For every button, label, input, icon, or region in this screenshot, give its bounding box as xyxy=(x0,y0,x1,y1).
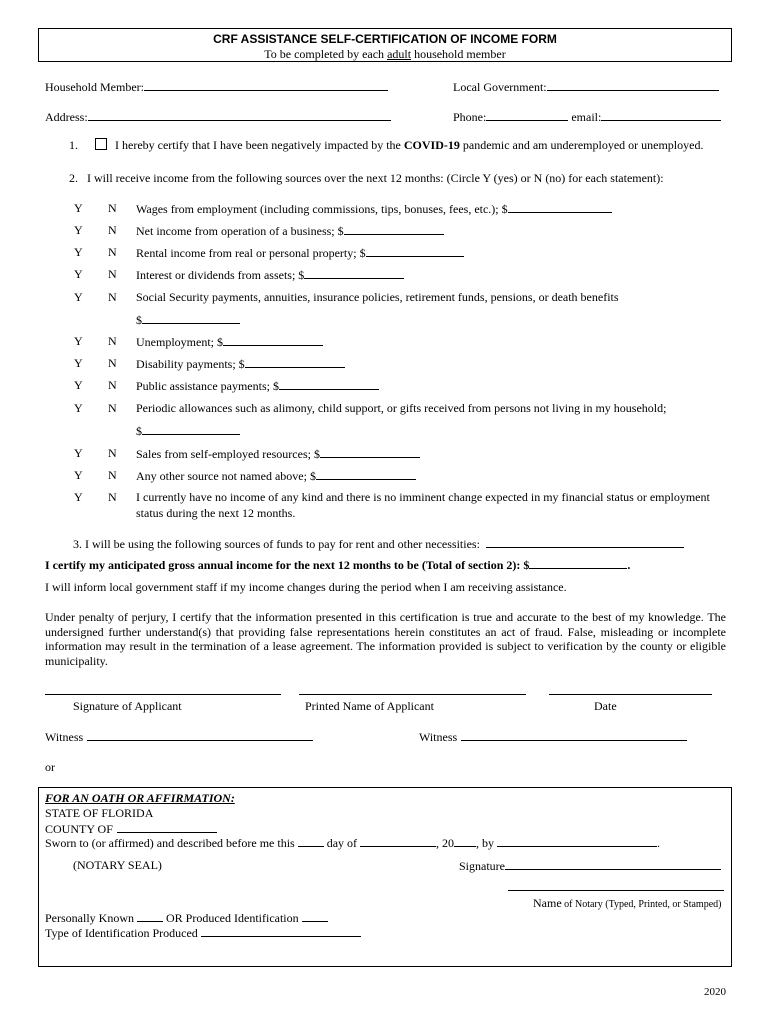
yes-option[interactable]: Y xyxy=(74,490,83,504)
yes-option[interactable]: Y xyxy=(74,334,83,348)
funds-sources-line[interactable] xyxy=(486,536,684,548)
no-option[interactable]: N xyxy=(108,245,117,259)
yes-option[interactable]: Y xyxy=(74,356,83,370)
sworn-by: , by xyxy=(476,836,495,850)
income-item-label: Periodic allowances such as alimony, child support, or gifts received from persons not living in my household; xyxy=(136,401,667,415)
section-2-text: I will receive income from the following sources over the next 12 months: (Circle Y (yes) or N (no) for each statement): xyxy=(87,171,664,185)
no-income-continued: status during the next 12 months. xyxy=(136,506,296,520)
type-of-id-line[interactable] xyxy=(201,925,361,937)
yes-option[interactable]: Y xyxy=(74,223,83,237)
date-line[interactable] xyxy=(549,694,712,695)
household-member-label: Household Member: xyxy=(45,80,144,94)
witness-line[interactable] xyxy=(461,729,687,741)
no-option[interactable]: N xyxy=(108,468,117,482)
no-option[interactable]: N xyxy=(108,490,117,504)
state-label: STATE OF FLORIDA xyxy=(45,806,154,820)
witness-label: Witness xyxy=(45,730,84,744)
income-amount-line[interactable] xyxy=(142,312,240,324)
notary-name-small: of Notary (Typed, Printed, or Stamped) xyxy=(561,899,722,910)
type-of-id-label: Type of Identification Produced xyxy=(45,926,198,940)
periodic-amount[interactable] xyxy=(136,423,240,439)
certify-income[interactable] xyxy=(45,557,630,573)
witness-label: Witness xyxy=(419,730,458,744)
income-item-label: Wages from employment (including commissions, tips, bonuses, fees, etc.); $ xyxy=(136,202,508,216)
sworn-by-line[interactable] xyxy=(497,835,657,847)
dollar-sign: $ xyxy=(136,313,142,327)
social-security-amount[interactable] xyxy=(136,312,240,328)
sworn-day-line[interactable] xyxy=(298,835,324,847)
personally-known-line[interactable] xyxy=(137,910,163,922)
sworn-end: . xyxy=(657,836,661,850)
type-of-id-field[interactable] xyxy=(45,925,361,941)
income-amount-line[interactable] xyxy=(366,245,464,257)
address-label: Address: xyxy=(45,110,88,124)
notary-name-line[interactable] xyxy=(508,890,724,891)
section-3-text: 3. I will be using the following sources of funds to pay for rent and other necessities: xyxy=(73,537,480,551)
income-item-label: Disability payments; $ xyxy=(136,357,245,371)
no-option[interactable]: N xyxy=(108,201,117,215)
sworn-year: , 20 xyxy=(436,836,455,850)
phone-label: Phone: xyxy=(453,110,487,124)
section-1 xyxy=(69,138,703,153)
signature-line[interactable] xyxy=(45,694,281,695)
no-option[interactable]: N xyxy=(108,267,117,281)
or-text: or xyxy=(45,760,55,774)
sworn-day-of: day of xyxy=(326,836,358,850)
footer-year: 2020 xyxy=(704,986,726,998)
signature-of-applicant-label: Signature of Applicant xyxy=(73,699,182,713)
section-2-heading xyxy=(69,171,664,186)
income-amount-line[interactable] xyxy=(279,378,379,390)
form-subtitle xyxy=(39,47,731,62)
yes-option[interactable]: Y xyxy=(74,378,83,392)
subtitle-pre: To be completed by each xyxy=(264,47,388,61)
household-member-field[interactable] xyxy=(45,79,388,95)
income-item-label: I currently have no income of any kind and there is no imminent change expected in my financial status or employment xyxy=(136,490,710,504)
section-3[interactable] xyxy=(73,536,684,552)
witness-1[interactable] xyxy=(45,729,313,745)
certify-period: . xyxy=(627,558,631,572)
yes-option[interactable]: Y xyxy=(74,468,83,482)
date-label: Date xyxy=(594,699,617,713)
income-item-label: Social Security payments, annuities, insurance policies, retirement funds, pensions, or death benefits xyxy=(136,290,619,304)
form-title-box xyxy=(38,28,732,62)
notary-signature-line[interactable] xyxy=(505,858,721,870)
subtitle-underlined: adult xyxy=(387,47,412,61)
household-member-line[interactable] xyxy=(144,79,388,91)
income-item-label: Interest or dividends from assets; $ xyxy=(136,268,305,282)
notary-name-label xyxy=(533,896,721,911)
yes-option[interactable]: Y xyxy=(74,201,83,215)
yes-option[interactable]: Y xyxy=(74,245,83,259)
section-1-number: 1. xyxy=(69,138,78,152)
address-field[interactable] xyxy=(45,109,391,125)
address-line[interactable] xyxy=(88,109,391,121)
phone-email-field[interactable] xyxy=(453,109,721,125)
notary-signature-label: Signature xyxy=(459,859,505,873)
local-government-line[interactable] xyxy=(547,79,719,91)
subtitle-post: household member xyxy=(411,47,506,61)
sworn-statement[interactable] xyxy=(45,835,660,851)
inform-statement: I will inform local government staff if my income changes during the period when I am receiving assistance. xyxy=(45,580,567,594)
form-title: CRF ASSISTANCE SELF-CERTIFICATION OF INCOME FORM xyxy=(213,32,557,46)
yes-option[interactable]: Y xyxy=(74,446,83,460)
email-label: email: xyxy=(571,110,602,124)
income-item-label: Any other source not named above; $ xyxy=(136,469,316,483)
oath-heading: FOR AN OATH OR AFFIRMATION: xyxy=(45,791,235,805)
section-1-text-pre: I hereby certify that I have been negatively impacted by the xyxy=(115,138,404,152)
income-item-label: Unemployment; $ xyxy=(136,335,223,349)
no-option[interactable]: N xyxy=(108,356,117,370)
section-1-text-bold: COVID-19 xyxy=(403,138,460,152)
perjury-statement: Under penalty of perjury, I certify that the information presented in this certification is true and accurate to the best of my knowledge. The undersigned further understand(s) that providing false representations herein constitutes an act of fraud. False, misleading or incomplete information may result in the termination of a lease agreement. The information provided is subject to verification by the county or eligible municipality. xyxy=(45,610,726,668)
notary-seal-label: (NOTARY SEAL) xyxy=(73,858,162,872)
email-line[interactable] xyxy=(601,109,721,121)
dollar-sign: $ xyxy=(136,424,142,438)
income-amount-line[interactable] xyxy=(508,201,612,213)
no-option[interactable]: N xyxy=(108,290,117,304)
income-item-label: Rental income from real or personal property; $ xyxy=(136,246,366,260)
witness-line[interactable] xyxy=(87,729,313,741)
yes-option[interactable]: Y xyxy=(74,290,83,304)
local-government-label: Local Government: xyxy=(453,80,547,94)
income-amount-line[interactable] xyxy=(245,356,345,368)
income-amount-line[interactable] xyxy=(142,423,240,435)
income-item-label: Net income from operation of a business; $ xyxy=(136,224,344,238)
income-amount-line[interactable] xyxy=(304,267,404,279)
income-amount-line[interactable] xyxy=(344,223,444,235)
sworn-month-line[interactable] xyxy=(360,835,436,847)
section-2-number: 2. xyxy=(69,171,78,185)
notary-signature-field[interactable] xyxy=(459,858,721,874)
no-option[interactable]: N xyxy=(108,223,117,237)
yes-option[interactable]: Y xyxy=(74,267,83,281)
income-item-label: Public assistance payments; $ xyxy=(136,379,279,393)
printed-name-line[interactable] xyxy=(299,694,526,695)
or-produced-label: OR Produced Identification xyxy=(166,911,299,925)
no-option[interactable]: N xyxy=(108,401,117,415)
county-label: COUNTY OF xyxy=(45,822,113,836)
no-option[interactable]: N xyxy=(108,446,117,460)
total-income-line[interactable] xyxy=(529,557,627,569)
income-amount-line[interactable] xyxy=(316,468,416,480)
income-amount-line[interactable] xyxy=(223,334,323,346)
covid-checkbox[interactable] xyxy=(95,138,107,150)
printed-name-label: Printed Name of Applicant xyxy=(305,699,434,713)
phone-line[interactable] xyxy=(486,109,568,121)
local-government-field[interactable] xyxy=(453,79,719,95)
witness-2[interactable] xyxy=(419,729,687,745)
personally-known-label: Personally Known xyxy=(45,911,134,925)
county-line[interactable] xyxy=(117,821,217,833)
identification-field[interactable] xyxy=(45,910,328,926)
notary-name-big: Name xyxy=(533,896,562,910)
sworn-pre: Sworn to (or affirmed) and described before me this xyxy=(45,836,295,850)
section-1-text-post: pandemic and am underemployed or unemployed. xyxy=(459,138,704,152)
yes-option[interactable]: Y xyxy=(74,401,83,415)
income-amount-line[interactable] xyxy=(320,446,420,458)
produced-id-line[interactable] xyxy=(302,910,328,922)
income-item-label: Sales from self-employed resources; $ xyxy=(136,447,320,461)
no-option[interactable]: N xyxy=(108,334,117,348)
no-option[interactable]: N xyxy=(108,378,117,392)
sworn-year-line[interactable] xyxy=(454,835,476,847)
certify-income-text: I certify my anticipated gross annual income for the next 12 months to be (Total of section 2): $ xyxy=(45,558,530,572)
